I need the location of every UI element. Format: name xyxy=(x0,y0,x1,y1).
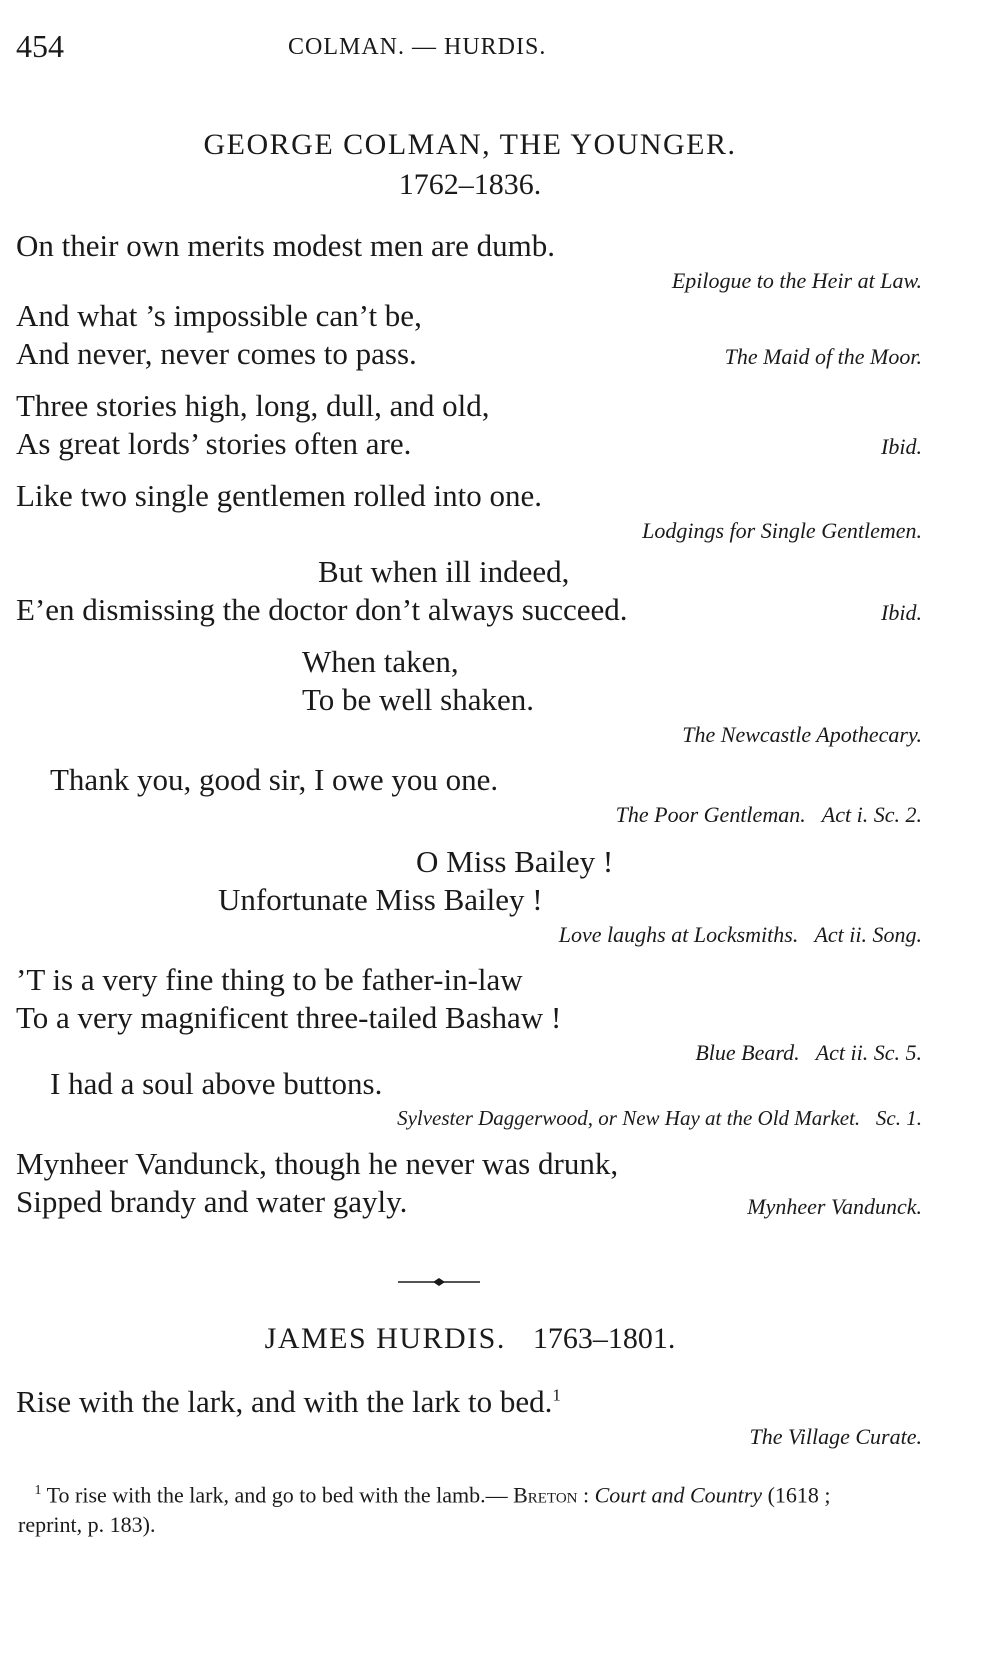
section-dates-colman: 1762–1836. xyxy=(398,168,542,201)
quote-source: Ibid. xyxy=(881,600,922,625)
quote-line: O Miss Bailey ! xyxy=(416,844,614,879)
quote-source: The Maid of the Moor. xyxy=(724,344,922,369)
quote-line: Sipped brandy and water gayly. xyxy=(16,1184,408,1219)
quote-line: E’en dismissing the doctor don’t always succeed. xyxy=(16,592,628,627)
quote-line: Three stories high, long, dull, and old, xyxy=(16,388,490,423)
section-divider-ornament xyxy=(398,1274,480,1284)
section-heading-colman: GEORGE COLMAN, THE YOUNGER. xyxy=(203,128,737,161)
quote-source: Love laughs at Locksmiths. Act ii. Song. xyxy=(558,922,922,947)
footnote-author: Breton : xyxy=(513,1482,590,1508)
footnote-mark: 1 xyxy=(34,1483,42,1498)
quote-line: As great lords’ stories often are. xyxy=(16,426,412,461)
quote-source: Blue Beard. Act ii. Sc. 5. xyxy=(695,1040,922,1065)
quote-line xyxy=(16,1384,561,1420)
quote-line: ’T is a very fine thing to be father-in-law xyxy=(16,962,523,997)
quote-line: And never, never comes to pass. xyxy=(16,336,417,371)
footnote xyxy=(18,1476,878,1540)
quote-source: Sylvester Daggerwood, or New Hay at the Old Market. Sc. 1. xyxy=(397,1106,922,1130)
section-heading-dates: 1763–1801. xyxy=(532,1322,676,1355)
quote-line: Like two single gentlemen rolled into one. xyxy=(16,478,543,513)
footnote-citation: (1618 ; reprint, p. 183). xyxy=(18,1482,831,1538)
section-heading-name: JAMES HURDIS. xyxy=(264,1322,506,1355)
quote-line: Mynheer Vandunck, though he never was drunk, xyxy=(16,1146,619,1181)
quote-source: Mynheer Vandunck. xyxy=(747,1194,922,1219)
quote-line: To a very magnificent three-tailed Bashaw ! xyxy=(16,1000,562,1035)
quote-source: Ibid. xyxy=(881,434,922,459)
footnote-text: To rise with the lark, and go to bed with the lamb.— xyxy=(46,1482,508,1508)
quote-line: But when ill indeed, xyxy=(318,554,570,589)
quote-line: Thank you, good sir, I owe you one. xyxy=(50,762,499,797)
running-head: COLMAN. — HURDIS. xyxy=(288,34,547,60)
quote-line: To be well shaken. xyxy=(302,682,534,717)
quote-source: Lodgings for Single Gentlemen. xyxy=(642,518,922,543)
footnote-work: Court and Country xyxy=(594,1482,763,1508)
quote-source: The Newcastle Apothecary. xyxy=(682,722,922,747)
quote-line: On their own merits modest men are dumb. xyxy=(16,228,555,263)
footnote-reference: 1 xyxy=(552,1385,561,1405)
quote-source: Epilogue to the Heir at Law. xyxy=(671,268,922,293)
quote-line: Unfortunate Miss Bailey ! xyxy=(218,882,543,917)
quote-source: The Village Curate. xyxy=(749,1424,922,1449)
quote-source: The Poor Gentleman. Act i. Sc. 2. xyxy=(615,802,922,827)
quote-line: When taken, xyxy=(302,644,459,679)
quote-line-text: Rise with the lark, and with the lark to bed. xyxy=(16,1384,553,1419)
quote-line: And what ’s impossible can’t be, xyxy=(16,298,422,333)
quote-line: I had a soul above buttons. xyxy=(50,1066,383,1101)
page-number: 454 xyxy=(16,28,64,64)
section-heading-hurdis xyxy=(0,1322,940,1356)
